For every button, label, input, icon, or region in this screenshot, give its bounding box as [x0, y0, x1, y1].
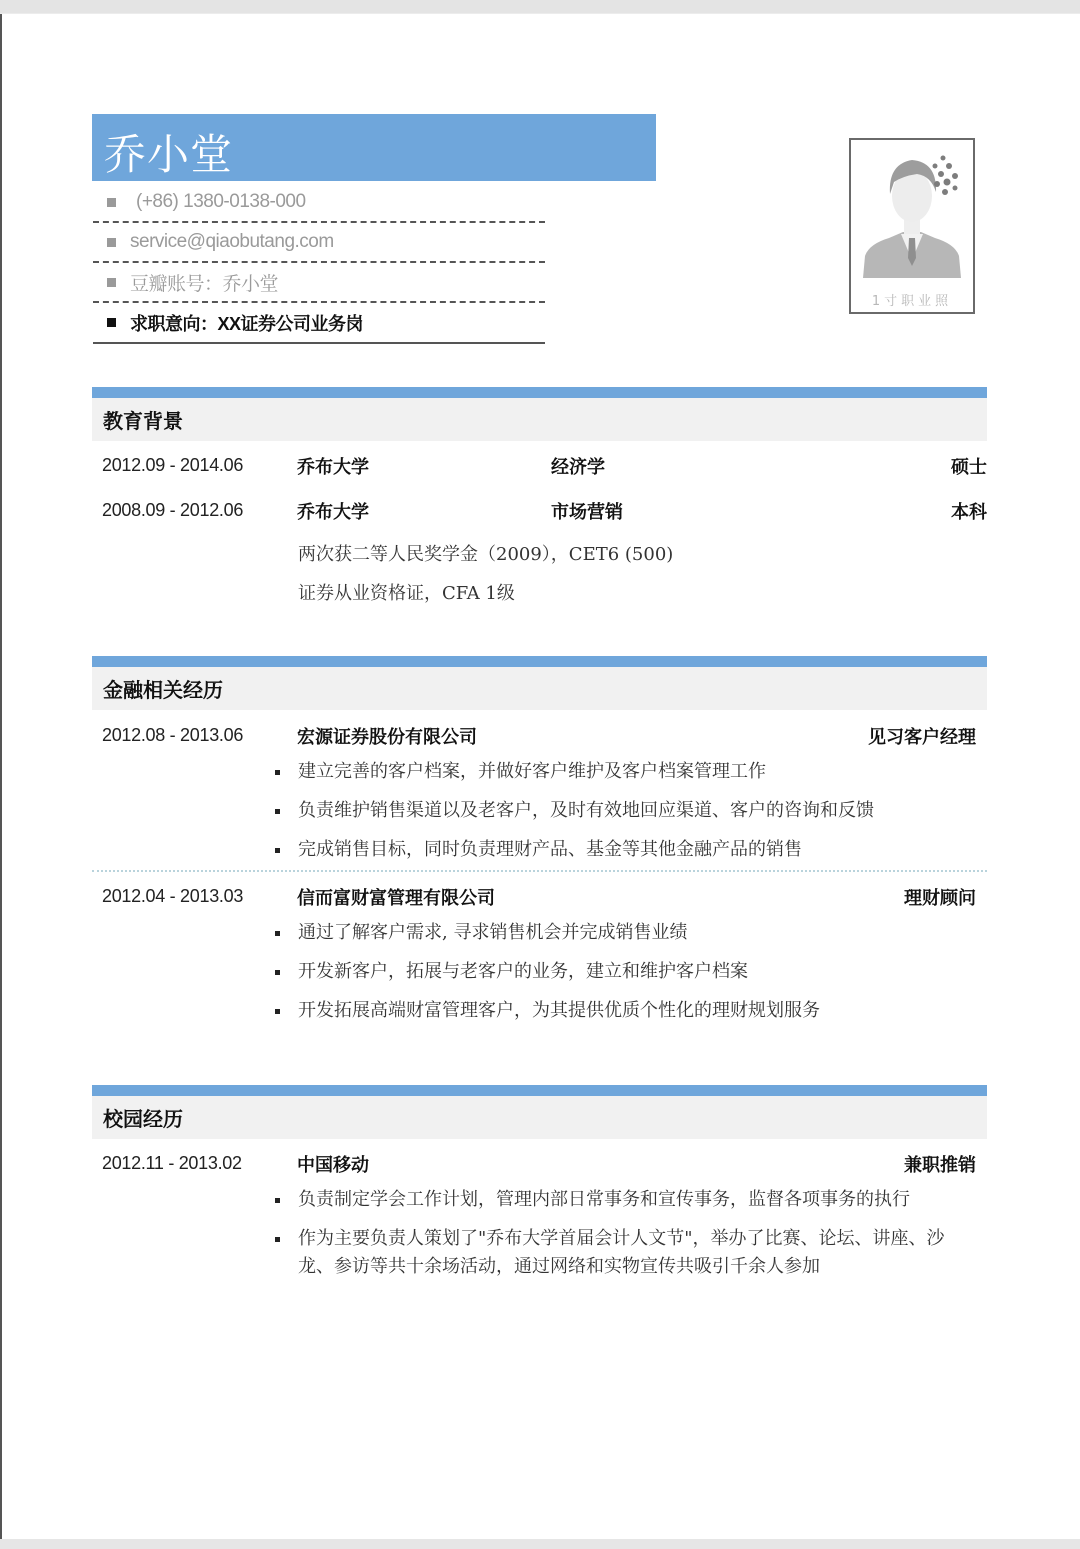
photo-caption: 1寸职业照 — [871, 294, 953, 309]
entry-separator — [92, 870, 987, 872]
bullet-icon — [275, 1237, 280, 1242]
section-title: 教育背景 — [103, 409, 183, 433]
bullet-icon — [275, 770, 280, 775]
section-education — [92, 387, 987, 611]
date-range: 2012.09 - 2014.06 — [102, 455, 244, 475]
section-header — [92, 1096, 987, 1139]
major: 经济学 — [551, 456, 605, 478]
experience-row — [92, 1141, 987, 1186]
section-header — [92, 398, 987, 441]
square-bullet-icon — [107, 278, 116, 287]
bullet-icon — [275, 809, 280, 814]
duty-item: 负责制定学会工作计划，管理内部日常事务和宣传事务，监督各项事务的执行 — [92, 1186, 987, 1214]
name-banner — [92, 114, 656, 181]
section-accent-bar — [92, 656, 987, 667]
contact-email — [93, 223, 545, 263]
job-role: 理财顾问 — [904, 887, 976, 909]
viewer-top-strip — [0, 0, 1080, 14]
email-text: service@qiaobutang.com — [130, 231, 334, 252]
bullet-icon — [275, 1198, 280, 1203]
duty-list — [92, 1186, 987, 1281]
duty-item: 通过了解客户需求, 寻求销售机会并完成销售业绩 — [92, 919, 987, 947]
section-accent-bar — [92, 387, 987, 398]
duty-item: 负责维护销售渠道以及老客户，及时有效地回应渠道、客户的咨询和反馈 — [92, 797, 987, 825]
duty-item: 建立完善的客户档案，并做好客户维护及客户档案管理工作 — [92, 758, 987, 786]
viewer-bottom-strip — [0, 1539, 1080, 1549]
degree: 本科 — [951, 501, 987, 523]
douban-text: 豆瓣账号：乔小堂 — [130, 273, 279, 295]
date-range: 2012.11 - 2013.02 — [102, 1153, 242, 1173]
school-name: 乔布大学 — [297, 456, 369, 478]
duty-list — [92, 758, 987, 864]
education-note: 证券从业资格证，CFA 1级 — [298, 582, 515, 604]
section-title: 校园经历 — [103, 1107, 183, 1131]
phone-text: (+86) 1380-0138-000 — [136, 191, 306, 212]
job-role: 见习客户经理 — [868, 726, 976, 748]
square-bullet-icon — [107, 318, 116, 327]
section-header — [92, 667, 987, 710]
company-name: 中国移动 — [297, 1154, 369, 1176]
bullet-icon — [275, 848, 280, 853]
job-objective — [93, 303, 545, 344]
date-range: 2012.08 - 2013.06 — [102, 725, 244, 745]
contact-list — [93, 183, 545, 344]
page-left-border — [0, 14, 2, 1539]
section-accent-bar — [92, 1085, 987, 1096]
education-row — [92, 488, 987, 533]
duty-list — [92, 919, 987, 1025]
profile-photo — [849, 138, 975, 314]
duty-item: 完成销售目标，同时负责理财产品、基金等其他金融产品的销售 — [92, 836, 987, 864]
degree: 硕士 — [951, 456, 987, 478]
school-name: 乔布大学 — [297, 501, 369, 523]
bullet-icon — [275, 931, 280, 936]
contact-douban — [93, 263, 545, 303]
company-name: 信而富财富管理有限公司 — [297, 887, 495, 909]
duty-item: 开发新客户，拓展与老客户的业务，建立和维护客户档案 — [92, 958, 987, 986]
education-row — [92, 443, 987, 488]
date-range: 2008.09 - 2012.06 — [102, 500, 244, 520]
section-title: 金融相关经历 — [103, 678, 223, 702]
duty-item: 作为主要负责人策划了"乔布大学首届会计人文节"，举办了比赛、论坛、讲座、沙龙、参访等共十余场活动，通过网络和实物宣传共吸引千余人参加 — [92, 1225, 987, 1281]
objective-text: 求职意向：XX证券公司业务岗 — [130, 313, 364, 334]
section-finance-experience — [92, 656, 987, 1036]
date-range: 2012.04 - 2013.03 — [102, 886, 244, 906]
experience-row — [92, 874, 987, 919]
duty-item: 开发拓展高端财富管理客户，为其提供优质个性化的理财规划服务 — [92, 997, 987, 1025]
contact-phone — [93, 183, 545, 223]
major: 市场营销 — [551, 501, 623, 523]
bullet-icon — [275, 970, 280, 975]
square-bullet-icon — [107, 238, 116, 247]
experience-row — [92, 713, 987, 758]
square-bullet-icon — [107, 198, 116, 207]
bullet-icon — [275, 1009, 280, 1014]
candidate-name: 乔小堂 — [104, 130, 234, 179]
education-note: 两次获二等人民奖学金（2009），CET6 (500) — [298, 543, 674, 565]
job-role: 兼职推销 — [904, 1154, 976, 1176]
section-campus-experience — [92, 1085, 987, 1292]
company-name: 宏源证券股份有限公司 — [297, 726, 477, 748]
person-silhouette-icon — [859, 148, 965, 288]
